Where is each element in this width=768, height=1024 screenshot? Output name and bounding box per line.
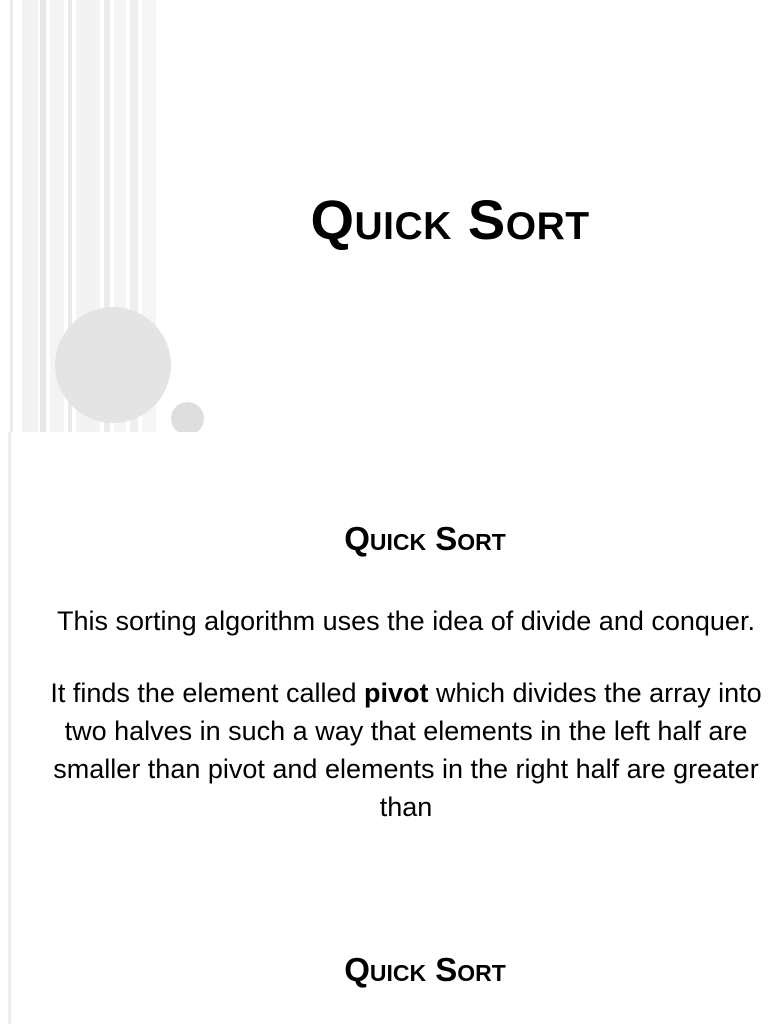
body-paragraph-intro: This sorting algorithm uses the idea of divide and conquer. xyxy=(57,606,755,636)
content-slide xyxy=(0,432,768,1024)
slide-edge-line xyxy=(8,432,11,1024)
body-paragraph-pivot xyxy=(44,674,768,826)
pivot-text-after: which divides the array into two halves in such a way that elements in the left half are smaller than pivot and elements in the right half are greater than xyxy=(53,678,762,822)
slide-body xyxy=(44,602,768,862)
decorative-large-circle xyxy=(55,307,171,423)
pivot-text-before: It finds the element called xyxy=(50,678,364,708)
decorative-small-circle xyxy=(171,402,204,432)
slide-title: Quick Sort xyxy=(310,188,590,251)
next-slide-heading: Quick Sort xyxy=(344,951,506,988)
title-slide xyxy=(0,0,768,432)
decorative-stripe xyxy=(22,0,38,432)
decorative-stripe xyxy=(10,0,13,432)
pivot-keyword: pivot xyxy=(364,678,429,708)
slide-heading: Quick Sort xyxy=(344,520,506,557)
decorative-stripe xyxy=(40,0,46,432)
